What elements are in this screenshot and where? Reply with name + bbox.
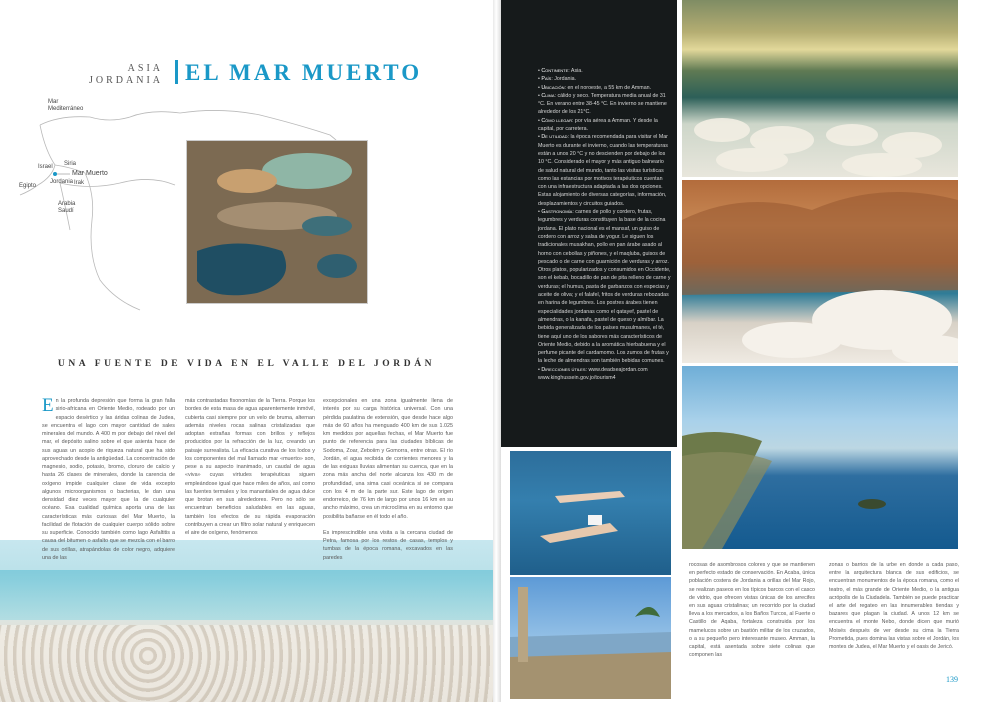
shore-ruins-photo [510, 577, 671, 699]
map-label-mar-muerto: Mar Muerto [72, 170, 108, 177]
fact-item: • País: Jordania. [538, 76, 577, 83]
body-text-3: excepcionales en una zona igualmente llena de interés por su carga histórica universal. Con una pérdida paulatina de extensión, que desde hace algo más de 60 años ha menguado 400 km de sus 1.025 km medidos por aquellas fechas, el Mar Muerto fue punto de referencia para las ciudades bíblicas de Sodoma, Zoar, Zeboiim y Gomorra, entre otras. El río Jordán, el agua recibida de corrientes menores y la de las exiguas lluvias alimentan su cuenca, que en la zona más ancha del norte alcanza los 430 m de profundidad, una sima casi oceánica si se compara con los 4 m de la parte sur. Este lago de origen endorreico, de 76 km de largo por unos 16 km en su ancho máximo, crea un microclima en su entorno que posibilita bañarse en él todo el año. [323, 398, 453, 520]
drop-cap: E [42, 395, 54, 416]
facts-list [538, 67, 671, 382]
fact-item: • Continente: Asia. [538, 68, 583, 74]
facts-sidebar [501, 0, 677, 447]
satellite-photo [186, 140, 368, 304]
right-body-column-2: zonas o barrios de la urbe en donde a cada paso, entre la arquitectura blanca de sus edificios, se encuentran monumentos de la época romana, como el teatro, el más grande de Oriente Medio, o la antigua acrópolis de la Ciudadela. También se puede practicar el arte del regateo en las innumerables tiendas y bazares que plagan la ciudad. A unos 12 km se encuentra el monte Nebo, donde dicen que murió Moisés después de ver desde su cima la Tierra Prometida, pues domina las vistas sobre el Jordán, los montes de Judea, el Mar Muerto y el oasis de Jericó. [829, 562, 959, 651]
fact-item: • Clima: cálido y seco. Temperatura media anual de 31 °C. En verano entre 38-45 °C. En invierno se mantiene alrededor de los 21°C. [538, 92, 667, 116]
right-page [501, 0, 1000, 702]
body-column-2 [185, 397, 315, 537]
body-column-1 [42, 397, 175, 562]
map-label-israel: Israel [38, 164, 53, 170]
map-label-siria: Siria [64, 161, 77, 167]
sea-photo [0, 540, 493, 702]
article-title: EL MAR MUERTO [185, 60, 423, 85]
page-number: 139 [946, 675, 958, 684]
map-label-irak: Irak [74, 180, 85, 186]
floating-bathers-photo [510, 451, 671, 575]
title-accent-bar [175, 60, 178, 84]
fact-item: • Ubicación: en el noroeste, a 55 km de Amman. [538, 84, 652, 91]
map-label-arabia-2: Saudí [58, 208, 74, 214]
map-label-arabia-1: Arabia [58, 201, 76, 207]
map-label-jordania: Jordania [50, 179, 74, 185]
right-body-column-1: rocosas de asombrosos colores y que se mantienen en perfecto estado de conservación. En Acaba, única población costera de Jordania a orillas del Mar Rojo, se realizan paseos en los típicos barcos con el casco de vidrio, que ofrecen vistas únicas de los arrecifes en sus aguas cristalinas; un recorrido por la ciudad lleva a los mercados, a los Baños Turcos, al Fuerte o Castillo de Aqaba, fortaleza construida por los mamelucos sobre un bastión militar de los cruzados, o a su pequeño pero interesante museo. Amman, la capital, está asentada sobre siete colinas que componen las [689, 562, 815, 659]
body-text-3b: Es imprescindible una visita a la cercana ciudad de Petra, famosa por los restos de casas, templos y tumbas de la época romana, excavados en las paredes [323, 529, 453, 561]
fact-item: • Cómo llegar: por vía aérea a Amman. Y desde la capital, por carretera. [538, 117, 658, 133]
page-gutter [493, 0, 501, 702]
cliffs-salt-shore-photo [682, 180, 958, 363]
region-country: JORDANIA [89, 75, 163, 86]
coastline-photo [682, 366, 958, 549]
body-text-1: n la profunda depresión que forma la gran falla sirio-africana en Oriente Medio, rodeado por un espacio desértico y las áridas colinas de Judea, se encuentra el lago con mayor cantidad de sales minerales del mundo. A 400 m por debajo del nivel del mar, el depósito salino sobre el que asienta hace de sus aguas un acopio de riqueza natural que ha sido aprovechado desde la antigüedad. La concentración de magnesio, sodio, potasio, bromo, cloruro de calcio y hasta 26 clases de minerales, donde la carencia de oxígeno impide cualquier clase de vida excepto algunos microorganismos o bacterias, le dan una densidad diez veces mayor que la de cualquier océano. Esa cualidad química aporta una de las características más curiosas del Mar Muerto, la facilidad de flotación de cualquier cuerpo sólido sobre su superficie. Conocido también como lago Asfaltitis a causa del bitumen o asfalto que se mezcla con el barro de sus orillas, atrapándolas de color negro, adquiere una de las [42, 398, 175, 561]
article-subtitle: UNA FUENTE DE VIDA EN EL VALLE DEL JORDÁN [57, 359, 436, 369]
region-continent: ASIA [127, 63, 163, 74]
region-label [89, 63, 163, 87]
fact-item: • De utilidad: la época recomendada para visitar el Mar Muerto es durante el invierno, cuando las temperaturas están a unos 20 °C y no descienden por debajo de los 10 °C. Considerado el mayor y más antiguo balneario de salud natural del mundo, tanto las visitas turísticas como las estancias por motivos terapéuticos cuentan con una infraestructura adaptada a las dos opciones. Estas alojamiento de diversas categorías, información, desplazamientos y circuitos guiados. [538, 134, 668, 207]
map-label-mediterraneo-1: Mar [48, 99, 59, 105]
fact-item: • Direcciones útiles: www.deadseajordan.com www.kinghussein.gov.jo/tourism4 [538, 366, 648, 381]
body-column-3 [323, 397, 453, 562]
salt-formations-photo [682, 0, 958, 177]
map-marker-icon [53, 172, 57, 176]
map-label-egipto: Egipto [19, 183, 37, 189]
fact-item: • Gastronomía: carnes de pollo y cordero, frutas, legumbres y verduras constituyen la base de la cocina jordana. El plato nacional es el mansaf, un guiso de cordero con arroz y salsa de yogur. Le siguen los tradicionales musakhan, pollo en pan árabe asado al horno con cebollas y piñones, y el maqluba, guisos de pescado o de carne con guarnición de verduras y arroz. Otros platos, popularizados y consumidos en Occidente, son el kebab, bocadillo de pan de pita relleno de carne y verduras; el humus, pasta de garbanzos con especias y aceite de oliva; y el falafel, fritos de verduras rebozadas en harina de legumbres. Los postres árabes tienen especialidades jordanas como el qatayef, pastel de almendras, o la kanafa, pastel de queso y almíbar. La bebida generalizada de los países musulmanes, el té, tiene aquí uno de los sabores más característicos de Oriente Medio, debido a la aromática hierbabuena y el perfume picante del cardamomo. Los zumos de frutas y la leche de almendras son también bebidas comunes. [538, 209, 671, 365]
map-label-mediterraneo-2: Mediterráneo [48, 106, 84, 112]
left-page [0, 0, 493, 702]
body-text-2: más contrastadas fisonomías de la Tierra. Porque los bordes de esta masa de agua aparentemente inmóvil, cubierta casi siempre por un velo de bruma, alternan además niveles rocas salinas cristalizadas que adoptan extrañas formas con brillos y reflejos producidos por la refracción de la luz, creando un paisaje surrealista. La eficacia curativa de los lodos y los componentes del mal llamado mar «muerto» son, pese a su aspecto inanimado, un caudal de agua «viva» cuyas virtudes terapéuticas siguen empleándose igual que hace miles de años, así como las fuentes termales y los manantiales de agua dulce que brotan en sus alrededores. Pero no sólo se encuentran beneficios saludables en las aguas, también los efectos de su rápida evaporación contribuyen a crear un filtro solar natural y enriquecen el aire de oxígeno, fenómenos [185, 398, 315, 536]
